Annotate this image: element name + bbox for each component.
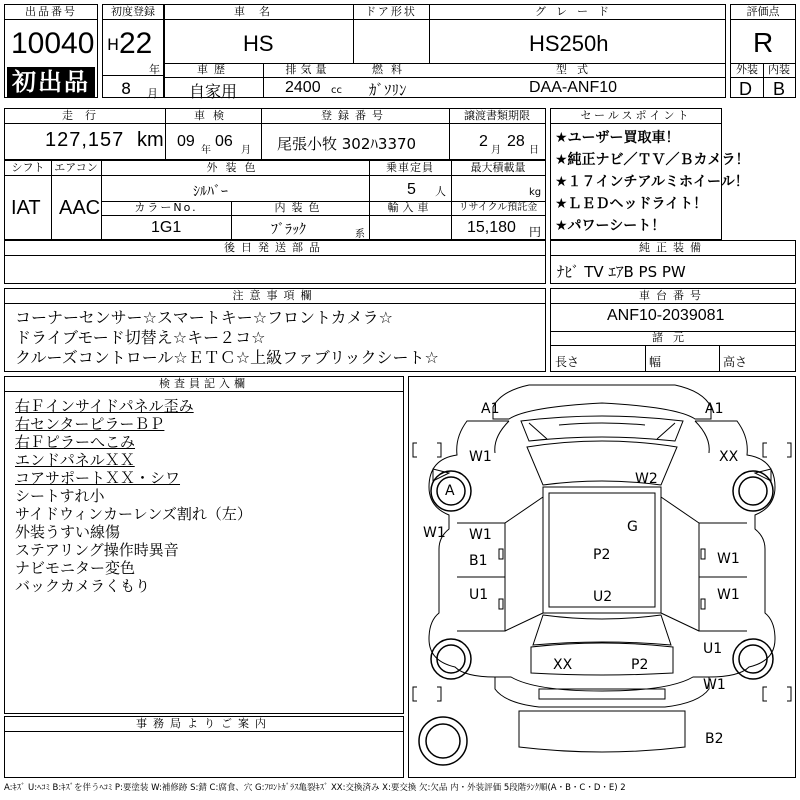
aircon-header: エアコン bbox=[51, 161, 101, 176]
first-reg-month: 8 bbox=[121, 79, 132, 98]
capacity-unit: 人 bbox=[435, 185, 446, 198]
era: H bbox=[107, 35, 120, 54]
exterior-header: 外装 bbox=[731, 63, 763, 78]
recycle-unit: 円 bbox=[529, 225, 542, 239]
aircon: AAC bbox=[59, 197, 101, 219]
mark-a1-left: A1 bbox=[481, 401, 500, 417]
transfer-day-unit: 日 bbox=[529, 145, 539, 156]
mark-u1-right: U1 bbox=[703, 641, 723, 657]
sales-point: ★１７インチアルミホイール！ bbox=[555, 174, 749, 190]
note-line: ドライブモード切替え☆キー２コ☆ bbox=[15, 328, 266, 347]
mark-u2: U2 bbox=[593, 589, 613, 605]
mileage-unit: km bbox=[137, 129, 164, 151]
inspector-note: コアサポートＸＸ・シワ bbox=[15, 469, 181, 487]
mark-xx-front-right: XX bbox=[719, 449, 739, 465]
mark-w1-left: W1 bbox=[423, 525, 446, 541]
sales-points-header: セールスポイント bbox=[551, 109, 721, 124]
color-no: 1G1 bbox=[151, 219, 182, 236]
std-equipment-box bbox=[550, 240, 796, 284]
inspector-note: ナビモニター変色 bbox=[15, 559, 136, 577]
dims-length-label: 長さ bbox=[555, 355, 580, 369]
displacement-unit: cc bbox=[331, 85, 342, 96]
later-parts-header: 後日発送部品 bbox=[5, 241, 545, 256]
damage-diagram bbox=[408, 376, 796, 778]
fuel: ｶﾞｿﾘﾝ bbox=[369, 81, 407, 99]
int-color-header: 内装色 bbox=[231, 201, 369, 216]
inspector-note: サイドウィンカーレンズ割れ（左） bbox=[15, 505, 252, 523]
int-color-unit: 系 bbox=[355, 229, 365, 240]
door-header: ドア形状 bbox=[353, 5, 429, 20]
inspection-year: 09 bbox=[177, 133, 195, 150]
first-reg-month-unit: 月 bbox=[147, 87, 158, 100]
lot-number-box bbox=[4, 4, 98, 98]
shift-header: シフト bbox=[5, 161, 51, 176]
capacity: 5 bbox=[407, 181, 416, 198]
first-registration-box bbox=[102, 4, 164, 98]
model-header: 型式 bbox=[429, 63, 725, 78]
car-outline bbox=[409, 377, 795, 777]
mark-p2-center: P2 bbox=[593, 547, 611, 563]
inspector-note: バックカメラくもり bbox=[15, 577, 151, 595]
office-notice-header: 事務局よりご案内 bbox=[5, 717, 403, 732]
ext-color: ｼﾙﾊﾞｰ bbox=[193, 184, 228, 200]
mark-w1-front-left: W1 bbox=[469, 449, 492, 465]
chassis-header: 車台番号 bbox=[551, 289, 795, 304]
sales-point: ★ＬＥＤヘッドライト！ bbox=[555, 196, 708, 212]
note-line: クルーズコントロール☆ＥＴＣ☆上級ファブリックシート☆ bbox=[15, 348, 439, 367]
mark-b1: B1 bbox=[469, 553, 488, 569]
score: R bbox=[753, 27, 774, 58]
mileage-row bbox=[4, 108, 546, 160]
first-listing-badge: 初出品 bbox=[7, 67, 95, 97]
grade: HS250h bbox=[529, 31, 609, 56]
int-color: ﾌﾞﾗｯｸ bbox=[271, 222, 306, 238]
displacement-header: 排気量 bbox=[263, 63, 353, 78]
interior-header: 内装 bbox=[763, 63, 795, 78]
mark-a: A bbox=[445, 483, 455, 499]
reg-number: 尾張小牧 302ﾊ3370 bbox=[277, 135, 417, 153]
model-code: DAA-ANF10 bbox=[529, 79, 618, 96]
score-box bbox=[730, 4, 796, 98]
reg-number-header: 登録番号 bbox=[261, 109, 449, 124]
lot-number: 10040 bbox=[11, 27, 95, 60]
notes-header: 注意事項欄 bbox=[5, 289, 545, 304]
inspection-header: 車検 bbox=[165, 109, 261, 124]
interior-grade: B bbox=[773, 79, 786, 99]
mark-w1-right: W1 bbox=[717, 551, 740, 567]
office-notice-box bbox=[4, 716, 404, 778]
inspector-note: ステアリング操作時異音 bbox=[15, 541, 179, 559]
std-equipment-header: 純正装備 bbox=[551, 241, 795, 256]
chassis-number: ANF10-2039081 bbox=[607, 307, 725, 324]
inspector-note: 右Ｆインサイドパネル歪み bbox=[15, 397, 194, 415]
sales-point: ★純正ナビ／ＴＶ／Ｂカメラ！ bbox=[555, 152, 750, 168]
inspection-month-unit: 月 bbox=[241, 145, 251, 156]
import-header: 輸入車 bbox=[369, 201, 451, 216]
mark-p2-rear: P2 bbox=[631, 657, 649, 673]
history: 自家用 bbox=[189, 82, 238, 101]
mark-w2: W2 bbox=[635, 471, 658, 487]
specs-row bbox=[4, 160, 546, 240]
dims-width-label: 幅 bbox=[649, 355, 662, 369]
vehicle-info-box bbox=[164, 4, 726, 101]
color-no-header: カラーNo. bbox=[101, 201, 231, 216]
mark-xx-rear: XX bbox=[553, 657, 573, 673]
mark-g: G bbox=[627, 519, 638, 535]
ext-color-header: 外装色 bbox=[101, 161, 369, 176]
sales-points-box bbox=[550, 108, 750, 240]
recycle-header: リサイクル預託金 bbox=[451, 201, 545, 216]
inspector-box bbox=[4, 376, 404, 714]
inspector-note: シートすれ小 bbox=[15, 487, 105, 505]
mark-a1-right: A1 bbox=[705, 401, 724, 417]
transfer-day: 28 bbox=[507, 133, 525, 150]
std-equipment: ﾅﾋﾞ TV ｴｱB PS PW bbox=[557, 263, 686, 281]
dims-header: 諸元 bbox=[551, 331, 795, 346]
mark-w1-right-rear: W1 bbox=[717, 587, 740, 603]
car-name-header: 車名 bbox=[165, 5, 353, 20]
legend: A:ｷｽﾞ U:ﾍｺﾐ B:ｷｽﾞを伴うﾍｺﾐ P:要塗装 W:補修跡 S:錆 C:腐食、穴 G:ﾌﾛﾝﾄｶﾞﾗｽ亀裂ｷｽﾞ XX:交換済み X:要交換 欠:欠品 内・外装評価 5段階ﾗﾝｸ順(A・B・C・D・E) 2 bbox=[4, 783, 626, 793]
car-name: HS bbox=[243, 31, 274, 56]
first-registration-header: 初度登録 bbox=[103, 5, 163, 20]
transfer-month-unit: 月 bbox=[491, 145, 501, 156]
mileage-header: 走行 bbox=[5, 109, 165, 124]
fuel-header: 燃料 bbox=[353, 63, 429, 78]
sales-point: ★ユーザー買取車！ bbox=[555, 130, 680, 146]
lot-number-header: 出品番号 bbox=[5, 5, 97, 20]
inspector-note: 右Ｆピラーへこみ bbox=[15, 433, 136, 451]
mark-w1-left-door: W1 bbox=[469, 527, 492, 543]
inspector-note: 右センターピラーＢＰ bbox=[15, 415, 165, 433]
transfer-header: 譲渡書類期限 bbox=[449, 109, 545, 124]
max-load-unit: kg bbox=[529, 187, 542, 198]
transfer-month: 2 bbox=[479, 133, 488, 150]
mark-w1-rear-right: W1 bbox=[703, 677, 726, 693]
inspector-note: エンドパネルＸＸ bbox=[15, 451, 135, 469]
shift: IAT bbox=[11, 197, 41, 219]
grade-header: グレード bbox=[429, 5, 725, 20]
history-header: 車歴 bbox=[165, 63, 263, 78]
max-load-header: 最大積載量 bbox=[451, 161, 545, 176]
recycle-fee: 15,180 bbox=[467, 219, 516, 236]
mark-u1-left: U1 bbox=[469, 587, 489, 603]
inspection-month: 06 bbox=[215, 133, 233, 150]
capacity-header: 乗車定員 bbox=[369, 161, 451, 176]
mark-b2: B2 bbox=[705, 731, 724, 747]
inspector-header: 検査員記入欄 bbox=[5, 377, 403, 392]
later-parts-box bbox=[4, 240, 546, 284]
exterior-grade: D bbox=[739, 79, 752, 99]
first-reg-year-unit: 年 bbox=[149, 63, 160, 76]
dims-height-label: 高さ bbox=[723, 355, 748, 369]
notes-box bbox=[4, 288, 546, 372]
inspection-year-unit: 年 bbox=[201, 145, 211, 156]
score-header: 評価点 bbox=[731, 5, 795, 20]
chassis-box bbox=[550, 288, 796, 372]
inspector-note: 外装うすい線傷 bbox=[15, 523, 121, 541]
displacement: 2400 bbox=[285, 79, 321, 96]
mileage: 127,157 bbox=[45, 129, 125, 151]
sales-point: ★パワーシート！ bbox=[555, 218, 666, 234]
first-reg-year: 22 bbox=[119, 27, 153, 60]
note-line: コーナーセンサー☆スマートキー☆フロントカメラ☆ bbox=[15, 308, 393, 327]
